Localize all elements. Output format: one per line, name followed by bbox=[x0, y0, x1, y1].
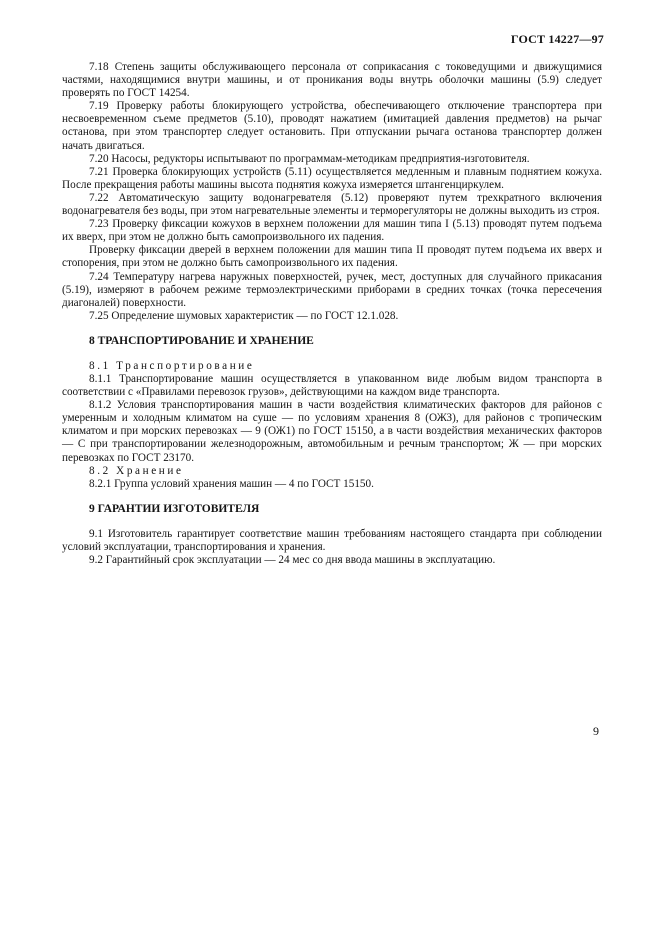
subsection-8-2-heading: 8.2 Хранение bbox=[89, 464, 184, 477]
section-8-heading: 8 ТРАНСПОРТИРОВАНИЕ И ХРАНЕНИЕ bbox=[89, 334, 314, 347]
paragraph-7-23: 7.23 Проверку фиксации кожухов в верхнем положении для машин типа I (5.13) проводят путем подъема их вверх, при этом не должно быть самопроизвольного их падения. bbox=[62, 218, 602, 244]
paragraph-7-22: 7.22 Автоматическую защиту водонагревателя (5.12) проверяют путем трехкратного включения водонагревателя без воды, при этом нагревательные элементы и терморегуляторы не должны выходить из строя. bbox=[62, 191, 602, 218]
page-number: 9 bbox=[593, 724, 599, 738]
document-header: ГОСТ 14227—97 bbox=[510, 32, 604, 46]
paragraph-8-1-1: 8.1.1 Транспортирование машин осуществляется в упакованном виде любым видом транспорта в соответствии с «Правилами перевозок грузов», действующими на каждом виде транспорта. bbox=[62, 372, 602, 399]
paragraph-7-18: 7.18 Степень защиты обслуживающего персонала от соприкасания с токоведущими и движущимися частями, находящимися внутри машины, и от проникания воды внутрь оболочки машины (5.9) следует проверять по ГОСТ 14254. bbox=[62, 61, 602, 100]
paragraph-7-24: 7.24 Температуру нагрева наружных поверхностей, ручек, мест, доступных для случайного прикасания (5.19), измеряют в рабочем режиме термоэлектрическими приборами в средних точках (точка пересечения диагоналей) поверхности. bbox=[62, 270, 602, 309]
paragraph-9-2: 9.2 Гарантийный срок эксплуатации — 24 мес со дня ввода машины в эксплуатацию. bbox=[89, 554, 496, 566]
paragraph-9-1: 9.1 Изготовитель гарантирует соответствие машин требованиям настоящего стандарта при соблюдении условий эксплуатации, транспортирования и хранения. bbox=[62, 527, 602, 553]
paragraph-7-20: 7.20 Насосы, редукторы испытывают по программам-методикам предприятия-изготовителя. bbox=[89, 152, 530, 165]
paragraph-8-1-2: 8.1.2 Условия транспортирования машин в части воздействия климатических факторов для районов с умеренным и холодным климатом на суше — по условиям хранения 8 (ОЖЗ), для районов с тропическим климатом и при морских перевозках — 9 (ОЖ1) по ГОСТ 15150, а в части воздействия механических факторов — С при транспортировании железнодорожным, автомобильным и речным транспортом; Ж — при морских перевозках по ГОСТ 23170. bbox=[62, 399, 602, 464]
section-9-heading: 9 ГАРАНТИИ ИЗГОТОВИТЕЛЯ bbox=[89, 502, 260, 515]
subsection-8-1-heading: 8.1 Транспортирование bbox=[89, 359, 255, 372]
paragraph-7-25: 7.25 Определение шумовых характеристик — по ГОСТ 12.1.028. bbox=[89, 309, 399, 322]
document-body bbox=[62, 61, 602, 567]
paragraph-7-19: 7.19 Проверку работы блокирующего устройства, обеспечивающего отключение транспортера при несвоевременном съеме предметов (5.10), проводят нажатием (имитацией давления предметов) на рычаг останова, при этом транспортер следует остановить. При отпускании рычага останова транспортер должен начать двигаться. bbox=[62, 100, 602, 152]
paragraph-7-23-doors: Проверку фиксации дверей в верхнем положении для машин типа II проводят путем подъема их вверх и стопорения, при этом не должно быть самопроизвольного их падения. bbox=[62, 244, 602, 270]
paragraph-8-2-1: 8.2.1 Группа условий хранения машин — 4 по ГОСТ 15150. bbox=[89, 477, 374, 490]
paragraph-7-21: 7.21 Проверка блокирующих устройств (5.11) осуществляется медленным и плавным поднятием кожуха. После прекращения работы машины высота поднятия кожуха измеряется штангенциркулем. bbox=[62, 165, 602, 191]
